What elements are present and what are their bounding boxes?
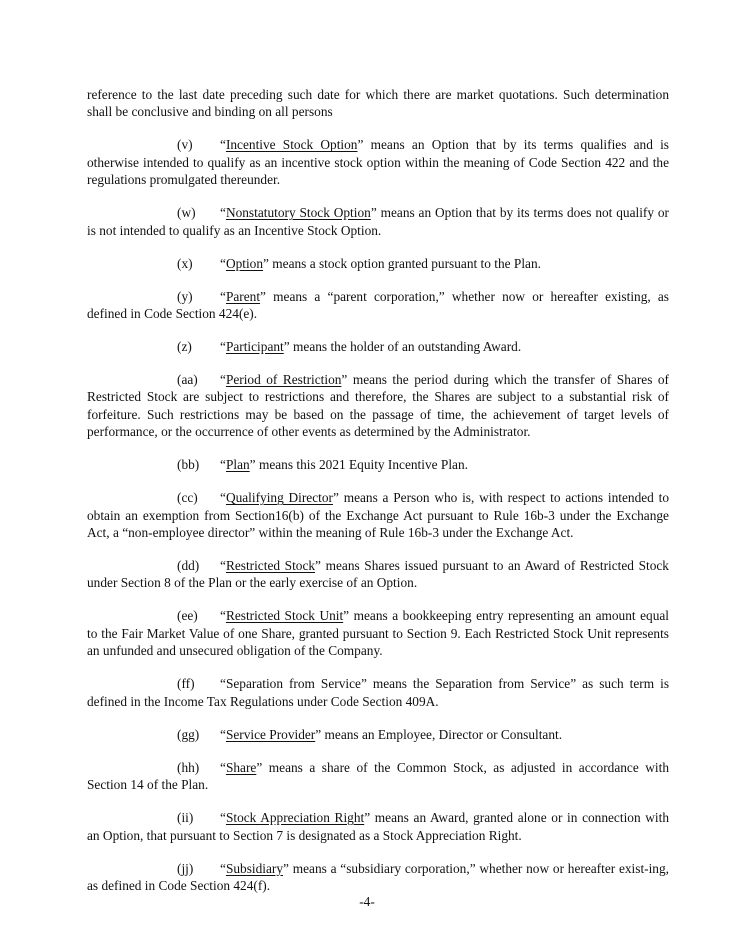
definition-text: means Shares issued pursuant to an Award of Restricted Stock under Section 8 of the Plan or the early exercise of an Option. (87, 558, 669, 591)
definition-label: (gg) (177, 726, 200, 742)
definition-text: means an Award, granted alone or in connection with an Option, that pursuant to Section 7 is designated as a Stock Appreciation Right. (87, 810, 669, 843)
definition-paragraph: (jj) “Subsidiary” means a “subsidiary corporation,” whether now or hereafter exist-ing, as defined in Code Section 424(f). (87, 860, 669, 893)
intro-paragraph: reference to the last date preceding such date for which there are market quotations. Such determination shall be conclusive and binding on all persons (87, 87, 669, 120)
definition-paragraph: (z) “Participant” means the holder of an outstanding Award. (177, 339, 522, 355)
definition-text: means this 2021 Equity Incentive Plan. (255, 457, 468, 473)
definition-paragraph: (v) “Incentive Stock Option” means an Option that by its terms qualifies and is otherwise intended to qualify as an incentive stock option within the meaning of Code Section 422 and the regulations promulgated thereunder. (87, 137, 669, 188)
page-number: -4- (359, 894, 375, 909)
definition-text: means a “subsidiary corporation,” whether now or hereafter exist-ing, as defined in Code Section 424(f). (87, 860, 669, 893)
defined-term: Parent (225, 288, 261, 304)
definition-paragraph: (w) “Nonstatutory Stock Option” means an Option that by its terms does not qualify or is not intended to qualify as an Incentive Stock Option. (87, 205, 670, 238)
defined-term: Subsidiary (225, 860, 284, 876)
definition-label: (ee) (177, 608, 198, 624)
definitions-list (87, 136, 669, 894)
definition-paragraph: (x) “Option” means a stock option granted pursuant to the Plan. (177, 255, 541, 271)
defined-term: Option (225, 255, 264, 271)
definition-paragraph: (y) “Parent” means a “parent corporation,” whether now or hereafter existing, as defined in Code Section 424(e). (87, 288, 669, 322)
defined-term: Share (225, 759, 257, 775)
page-body (87, 86, 669, 910)
defined-term: Period of Restriction (225, 372, 342, 388)
definition-text: means an Employee, Director or Consultant. (321, 726, 563, 742)
definition-label: (bb) (177, 457, 200, 473)
defined-term: Qualifying Director (225, 490, 333, 506)
definition-label: (aa) (177, 372, 198, 388)
definition-text: means an Option that by its terms does not qualify or is not intended to qualify as an Incentive Stock Option. (87, 205, 670, 238)
defined-term: Plan (225, 457, 250, 473)
definition-text: means a bookkeeping entry representing an amount equal to the Fair Market Value of one Share, granted pursuant to Section 9. Each Restricted Stock Unit represents an unfunded and unsecured obligation of the Company. (87, 608, 669, 659)
definition-label: (hh) (177, 759, 200, 775)
defined-term: Incentive Stock Option (225, 137, 358, 153)
definition-label: (y) (177, 288, 193, 304)
defined-term: Restricted Stock Unit (225, 608, 344, 624)
definition-paragraph: (cc) “Qualifying Director” means a Person who is, with respect to actions intended to obtain an exemption from Section16(b) of the Exchange Act pursuant to Rule 16b-3 under the Exchange Act, a “non-employee director” within the meaning of Rule 16b-3 under the Exchange Act. (87, 490, 669, 541)
defined-term: Separation from Service (225, 676, 361, 692)
definition-text: means a “parent corporation,” whether now or hereafter existing, as defined in Code Section 424(e). (87, 288, 669, 322)
definition-label: (v) (177, 137, 193, 153)
definition-paragraph: (bb) “Plan” means this 2021 Equity Incentive Plan. (177, 457, 468, 473)
definition-paragraph: (hh) “Share” means a share of the Common Stock, as adjusted in accordance with Section 14 of the Plan. (87, 759, 669, 793)
definition-paragraph: (ii) “Stock Appreciation Right” means an Award, granted alone or in connection with an Option, that pursuant to Section 7 is designated as a Stock Appreciation Right. (87, 810, 669, 843)
defined-term: Nonstatutory Stock Option (225, 205, 371, 221)
definition-paragraph: (gg) “Service Provider” means an Employee, Director or Consultant. (177, 726, 563, 742)
definition-paragraph: (ee) “Restricted Stock Unit” means a bookkeeping entry representing an amount equal to the Fair Market Value of one Share, granted pursuant to Section 9. Each Restricted Stock Unit represents an unfunded and unsecured obligation of the Company. (87, 608, 669, 659)
defined-term: Stock Appreciation Right (225, 810, 365, 826)
definition-text: means the period during which the transfer of Shares of Restricted Stock are subject to restrictions and therefore, the Shares are subject to a substantial risk of forfeiture. Such restrictions may be based on the passage of time, the achievement of target levels of performance, or the occurrence of other events as determined by the Administrator. (87, 372, 669, 440)
definition-paragraph: (ff) “Separation from Service” means the Separation from Service” as such term is defined in the Income Tax Regulations under Code Section 409A. (87, 676, 670, 709)
definition-text: means a share of the Common Stock, as adjusted in accordance with Section 14 of the Plan. (87, 759, 669, 793)
definition-label: (jj) (177, 860, 194, 876)
definition-label: (ff) (177, 676, 195, 692)
definition-label: (w) (177, 205, 196, 221)
definition-label: (cc) (177, 490, 198, 506)
definition-label: (z) (177, 339, 192, 355)
defined-term: Restricted Stock (225, 558, 316, 574)
definition-text: means the holder of an outstanding Award. (289, 339, 522, 355)
defined-term: Service Provider (225, 726, 316, 742)
definition-paragraph: (dd) “Restricted Stock” means Shares issued pursuant to an Award of Restricted Stock under Section 8 of the Plan or the early exercise of an Option. (87, 558, 669, 591)
definition-text: means the Separation from Service” as such term is defined in the Income Tax Regulations under Code Section 409A. (87, 676, 670, 709)
definition-text: means a stock option granted pursuant to the Plan. (268, 255, 541, 271)
definition-label: (dd) (177, 558, 200, 574)
definition-text: means a Person who is, with respect to actions intended to obtain an exemption from Section16(b) of the Exchange Act pursuant to Rule 16b-3 under the Exchange Act, a “non-employee director” within the meaning of Rule 16b-3 under the Exchange Act. (87, 490, 669, 541)
definition-paragraph: (aa) “Period of Restriction” means the period during which the transfer of Shares of Restricted Stock are subject to restrictions and therefore, the Shares are subject to a substantial risk of forfeiture. Such restrictions may be based on the passage of time, the achievement of target levels of performance, or the occurrence of other events as determined by the Administrator. (87, 372, 669, 440)
definition-text: means an Option that by its terms qualifies and is otherwise intended to qualify as an incentive stock option within the meaning of Code Section 422 and the regulations promulgated thereunder. (87, 137, 669, 188)
definition-label: (x) (177, 255, 193, 271)
definition-label: (ii) (177, 810, 194, 826)
defined-term: Participant (225, 339, 284, 355)
